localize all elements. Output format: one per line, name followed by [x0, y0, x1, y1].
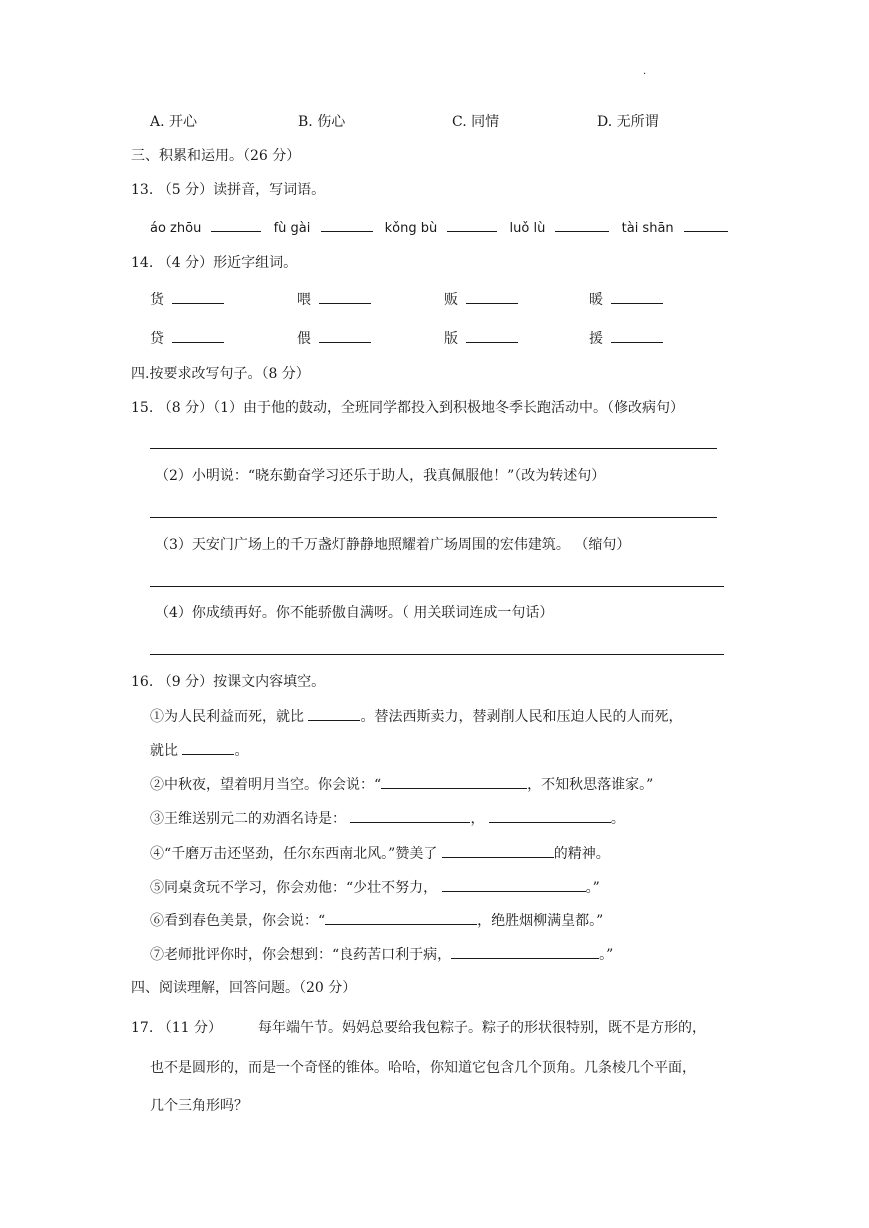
q16-line-1: ①为人民利益而死，就比 。替法西斯卖力，替剥削人民和压迫人民的人而死，	[150, 706, 682, 727]
q15-part1: 15. （8 分）（1）由于他的鼓动，全班同学都投入到积极地冬季长跑活动中。（修改病句）	[131, 400, 684, 416]
answer-blank[interactable]	[172, 289, 224, 304]
pinyin-5: tài shān	[621, 221, 674, 236]
pinyin-2: fù gài	[273, 221, 311, 236]
answer-blank[interactable]	[350, 808, 470, 823]
q14-prompt: 14. （4 分）形近字组词。	[131, 255, 298, 271]
answer-blank[interactable]	[447, 217, 497, 232]
answer-blank[interactable]	[466, 289, 518, 304]
answer-blank[interactable]	[489, 808, 611, 823]
q14-char: 货	[150, 289, 224, 310]
answer-blank[interactable]	[451, 944, 599, 959]
q16-line-6: ⑥看到春色美景，你会说：“ ，绝胜烟柳满皇都。”	[150, 910, 603, 931]
answer-line[interactable]	[150, 654, 724, 655]
q14-char: 贷	[150, 328, 224, 349]
q16-line-7: ⑦老师批评你时，你会想到：“良药苦口利于病， 。”	[150, 944, 613, 965]
q17-passage-line-1: 每年端午节。妈妈总要给我包粽子。粽子的形状很特别，既不是方形的，	[258, 1020, 706, 1036]
pinyin-3: kǒng bù	[384, 221, 438, 236]
answer-blank[interactable]	[442, 877, 586, 892]
answer-blank[interactable]	[466, 328, 518, 343]
q16-line-1-cont: 就比 。	[150, 740, 248, 761]
answer-blank[interactable]	[319, 328, 371, 343]
option-a: A. 开心	[150, 114, 198, 130]
q15-part3: （3）天安门广场上的千万盏灯静静地照耀着广场周围的宏伟建筑。 （缩句）	[155, 537, 631, 553]
q16-line-2: ②中秋夜，望着明月当空。你会说：“ ，不知秋思落谁家。”	[150, 774, 653, 795]
answer-blank[interactable]	[308, 706, 360, 721]
q13-prompt: 13. （5 分）读拼音，写词语。	[131, 182, 326, 198]
option-c: C. 同情	[452, 114, 500, 130]
answer-blank[interactable]	[555, 217, 609, 232]
q13-row	[150, 217, 728, 239]
q16-line-5: ⑤同桌贪玩不学习，你会劝他：“少壮不努力， 。”	[150, 877, 600, 898]
q15-part4: （4）你成绩再好。你不能骄傲自满呀。（ 用关联词连成一句话）	[155, 605, 554, 621]
q14-char: 版	[444, 328, 518, 349]
q17-passage-line-3: 几个三角形吗？	[150, 1098, 248, 1114]
answer-blank[interactable]	[211, 217, 261, 232]
q14-char: 援	[589, 328, 663, 349]
answer-blank[interactable]	[381, 774, 527, 789]
pinyin-1: áo zhōu	[150, 221, 202, 236]
q14-char: 喂	[297, 289, 371, 310]
option-b: B. 伤心	[298, 114, 346, 130]
answer-blank[interactable]	[182, 740, 234, 755]
answer-line[interactable]	[150, 586, 724, 587]
answer-line[interactable]	[150, 448, 717, 449]
answer-blank[interactable]	[325, 910, 477, 925]
answer-blank[interactable]	[321, 217, 373, 232]
answer-blank[interactable]	[684, 217, 728, 232]
answer-blank[interactable]	[611, 289, 663, 304]
answer-blank[interactable]	[319, 289, 371, 304]
q14-char: 暖	[589, 289, 663, 310]
answer-blank[interactable]	[611, 328, 663, 343]
option-d: D. 无所谓	[597, 114, 659, 130]
section-4-reading-heading: 四、阅读理解，回答问题。（20 分）	[131, 980, 357, 996]
section-4-rewrite-heading: 四.按要求改写句子。（8 分）	[131, 366, 310, 382]
section-3-heading: 三、积累和运用。（26 分）	[131, 148, 301, 164]
q15-part2: （2）小明说：“晓东勤奋学习还乐于助人，我真佩服他！”（改为转述句）	[155, 468, 606, 484]
q14-char: 偎	[297, 328, 371, 349]
q17-passage-line-2: 也不是圆形的，而是一个奇怪的锥体。哈哈，你知道它包含几个顶角。几条棱几个平面，	[150, 1060, 696, 1076]
page-mark: .	[643, 66, 647, 77]
q14-char: 贩	[444, 289, 518, 310]
answer-blank[interactable]	[442, 843, 554, 858]
q16-prompt: 16. （9 分）按课文内容填空。	[131, 674, 326, 690]
q16-line-3: ③王维送别元二的劝酒名诗是： ， 。	[150, 808, 625, 829]
pinyin-4: luǒ lù	[509, 221, 546, 236]
answer-blank[interactable]	[172, 328, 224, 343]
answer-line[interactable]	[150, 517, 717, 518]
q16-line-4: ④“千磨万击还坚劲，任尔东西南北风。”赞美了 的精神。	[150, 843, 610, 864]
q17-number: 17. （11 分）	[131, 1020, 222, 1036]
